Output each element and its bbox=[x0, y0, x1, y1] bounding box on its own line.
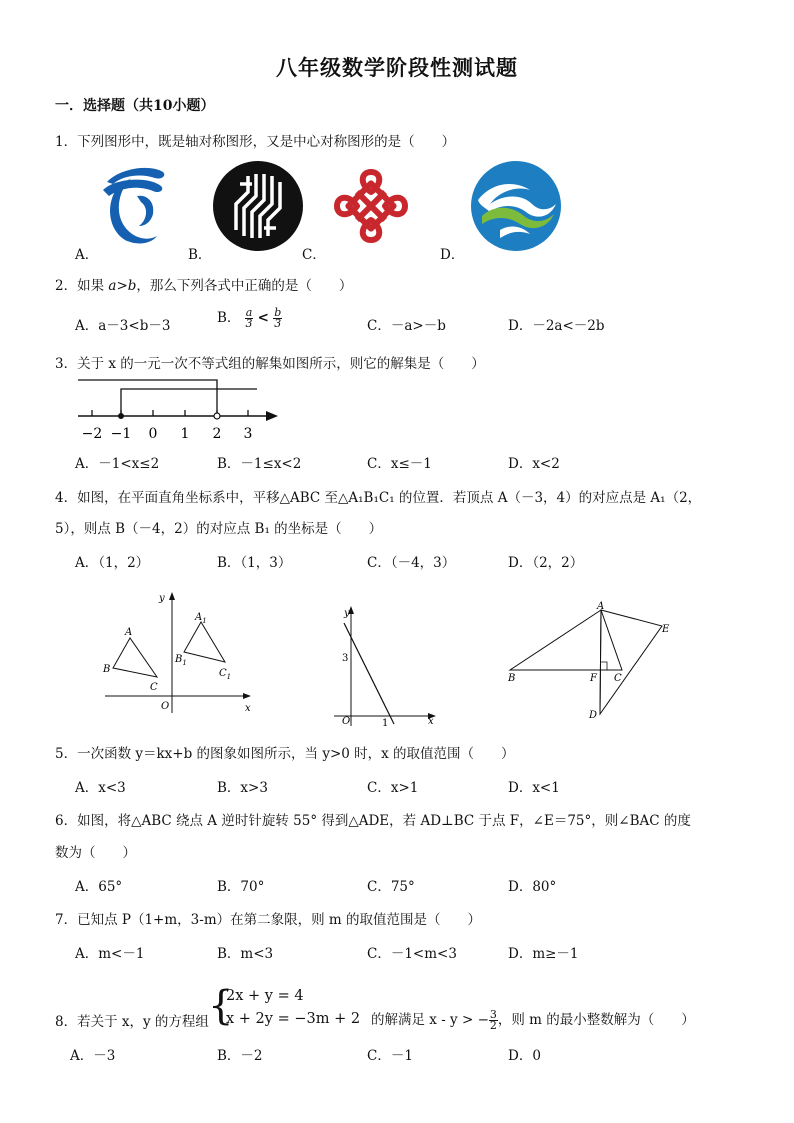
svg-text:C: C bbox=[614, 673, 622, 684]
q5-option-d: D．x<1 bbox=[508, 780, 560, 796]
svg-text:E: E bbox=[662, 624, 670, 635]
q8-equation-1: 2x + y = 4 bbox=[226, 988, 304, 1004]
q8-option-a: A．－3 bbox=[70, 1048, 116, 1064]
q3-stem: 3．关于 x 的一元一次不等式组的解集如图所示，则它的解集是（ ） bbox=[55, 356, 485, 372]
svg-text:A1: $A_1$ bbox=[195, 612, 207, 625]
svg-text:B: B bbox=[103, 664, 111, 675]
q6-option-d: D．80° bbox=[508, 879, 557, 895]
china-mobile-logo-icon bbox=[470, 160, 562, 252]
tick-label: 1 bbox=[180, 426, 190, 442]
svg-text:B1: $B_1$ bbox=[175, 654, 187, 667]
svg-text:C1: $C_1$ bbox=[219, 668, 232, 681]
svg-text:x: x bbox=[428, 716, 434, 727]
svg-text:F: F bbox=[590, 673, 597, 684]
china-unicom-knot-logo-icon bbox=[327, 162, 415, 250]
q5-linear-function-figure bbox=[330, 598, 442, 728]
q6-option-b: B．70° bbox=[217, 879, 265, 895]
q1-stem: 1．下列图形中，既是轴对称图形，又是中心对称图形的是（ ） bbox=[55, 134, 456, 150]
q6-stem-line2: 数为（ ） bbox=[55, 845, 136, 861]
q1-option-c: C． bbox=[302, 247, 326, 263]
q7-option-d: D．m≥－1 bbox=[508, 946, 579, 962]
q5-option-b: B．x>3 bbox=[217, 780, 268, 796]
svg-text:x: x bbox=[245, 703, 251, 714]
system-brace: { bbox=[208, 983, 234, 1029]
svg-text:D: D bbox=[589, 710, 598, 721]
q5-stem: 5．一次函数 y＝kx+b 的图象如图所示，当 y>0 时，x 的取值范围（ ） bbox=[55, 746, 515, 762]
q2-option-b: B． $\frac{a}{3}$ < $\frac{b}{3}$ bbox=[217, 306, 282, 330]
q7-stem: 7．已知点 P（1+m，3-m）在第二象限，则 m 的取值范围是（ ） bbox=[55, 912, 482, 928]
q4-coordinate-figure bbox=[95, 588, 260, 716]
maze-circle-logo-icon bbox=[212, 160, 304, 252]
q8-equation-2: x + 2y = −3m + 2 bbox=[226, 1011, 361, 1027]
svg-text:A: A bbox=[125, 627, 133, 638]
q6-option-a: A．65° bbox=[75, 879, 123, 895]
svg-text:C: C bbox=[150, 682, 158, 693]
q2-option-d: D．－2a<－2b bbox=[508, 318, 605, 334]
q8-stem-condition: 的解满足 x - y > − $\frac{3}{2}$ ，则 m 的最小整数解为（ ） bbox=[371, 1008, 695, 1032]
q3-option-b: B．－1≤x<2 bbox=[217, 456, 302, 472]
q3-option-d: D．x<2 bbox=[508, 456, 560, 472]
svg-text:y: y bbox=[159, 593, 165, 604]
q6-rotation-triangle-figure bbox=[502, 598, 682, 726]
tick-label: 3 bbox=[243, 426, 253, 442]
tick-label: −1 bbox=[110, 426, 132, 442]
q1-option-b: B． bbox=[188, 247, 212, 263]
q2-stem: 2．如果 a>b，那么下列各式中正确的是（ ） bbox=[55, 278, 353, 294]
q8-option-b: B．－2 bbox=[217, 1048, 263, 1064]
q7-option-a: A．m<－1 bbox=[75, 946, 145, 962]
q2-option-a: A．a－3<b－3 bbox=[75, 318, 171, 334]
q7-option-c: C．－1<m<3 bbox=[367, 946, 457, 962]
q7-option-b: B．m<3 bbox=[217, 946, 274, 962]
tick-label: −2 bbox=[81, 426, 103, 442]
q6-stem-line1: 6．如图，将△ABC 绕点 A 逆时针旋转 55° 得到△ADE，若 AD⊥BC 于点 F，∠E＝75°，则∠BAC 的度 bbox=[55, 813, 691, 829]
tick-label: 0 bbox=[148, 426, 158, 442]
q1-option-a: A． bbox=[75, 247, 99, 263]
svg-text:B: B bbox=[508, 673, 516, 684]
page-title: 八年级数学阶段性测试题 bbox=[276, 55, 518, 80]
q1-option-d: D． bbox=[440, 247, 465, 263]
q2-option-c: C．－a>－b bbox=[367, 318, 446, 334]
q5-option-c: C．x>1 bbox=[367, 780, 419, 796]
q4-option-a: A．（1，2） bbox=[75, 555, 150, 571]
q8-stem-prefix: 8．若关于 x，y 的方程组 bbox=[55, 1014, 209, 1030]
svg-text:3: 3 bbox=[342, 653, 349, 664]
q8-option-d: D．0 bbox=[508, 1048, 541, 1064]
q4-stem-line1: 4．如图，在平面直角坐标系中，平移△ABC 至△A₁B₁C₁ 的位置．若顶点 A（－3，4）的对应点是 A₁（2， bbox=[55, 490, 702, 506]
number-line-figure bbox=[70, 372, 285, 447]
tick-label: 2 bbox=[212, 426, 222, 442]
q4-stem-line2: 5），则点 B（－4，2）的对应点 B₁ 的坐标是（ ） bbox=[55, 521, 383, 537]
q5-option-a: A．x<3 bbox=[75, 780, 126, 796]
q4-option-d: D．（2，2） bbox=[508, 555, 584, 571]
svg-text:1: 1 bbox=[382, 718, 389, 728]
q3-option-c: C．x≤－1 bbox=[367, 456, 432, 472]
q3-option-a: A．－1<x≤2 bbox=[75, 456, 160, 472]
svg-text:y: y bbox=[344, 608, 350, 619]
china-telecom-logo-icon bbox=[95, 160, 175, 248]
section-heading: 一．选择题（共10小题） bbox=[55, 98, 215, 114]
q4-option-c: C．（－4，3） bbox=[367, 555, 456, 571]
svg-text:O: O bbox=[161, 701, 170, 712]
svg-text:O: O bbox=[342, 716, 351, 727]
q4-option-b: B．（1，3） bbox=[217, 555, 292, 571]
q8-option-c: C．－1 bbox=[367, 1048, 413, 1064]
q6-option-c: C．75° bbox=[367, 879, 415, 895]
svg-text:A: A bbox=[597, 601, 605, 612]
